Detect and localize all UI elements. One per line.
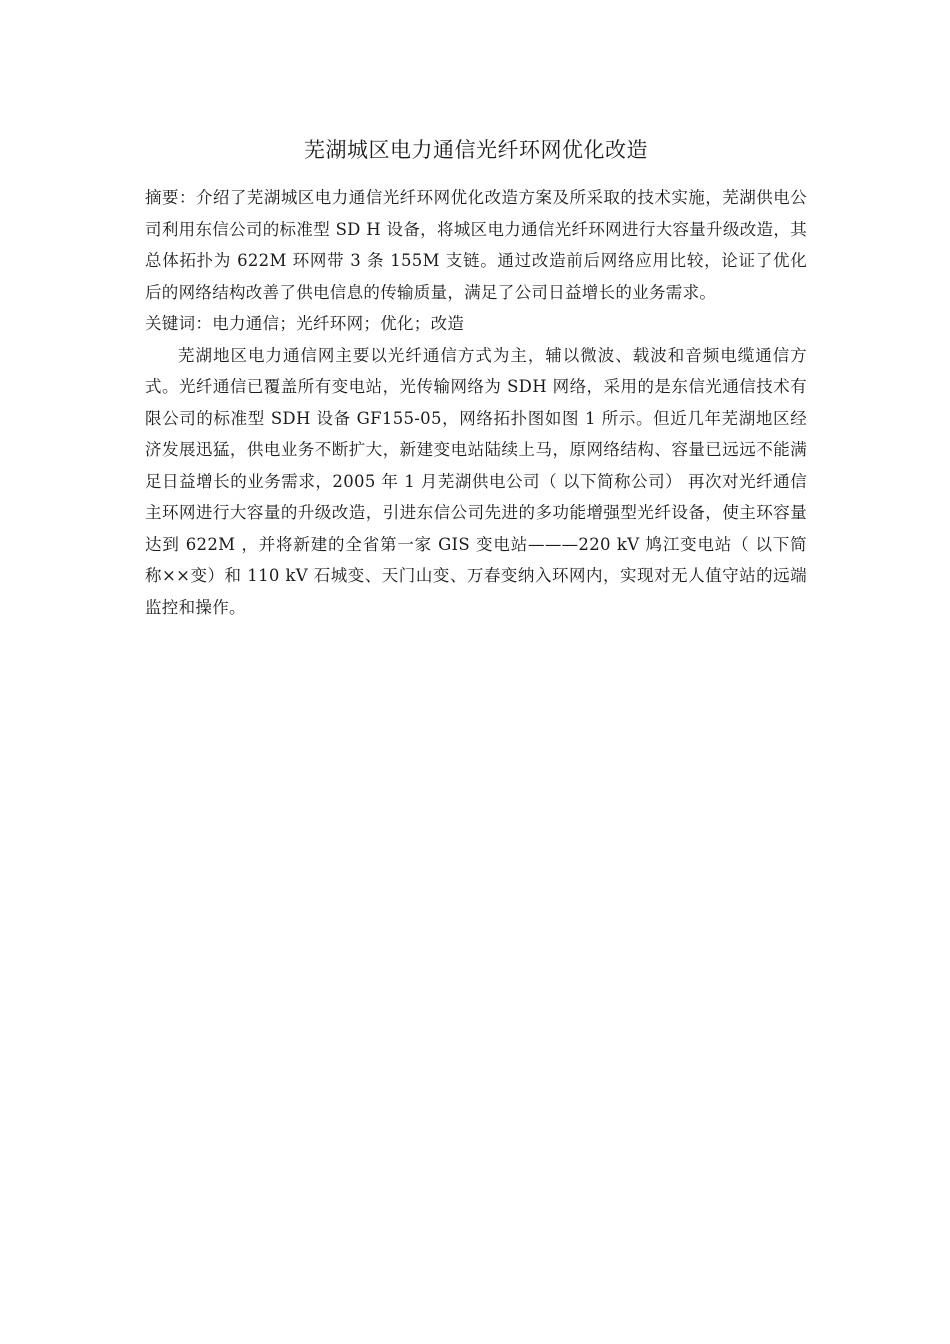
abstract-label: 摘要：: [145, 188, 196, 207]
abstract-text: 介绍了芜湖城区电力通信光纤环网优化改造方案及所采取的技术实施，芜湖供电公司利用东信公司的标准型 SD H 设备，将城区电力通信光纤环网进行大容量升级改造，其总体拓扑为 622M 环网带 3 条 155M 支链。通过改造前后网络应用比较，论证了优化后的网络结构改善了供电信息的传输质量，满足了公司日益增长的业务需求。: [145, 188, 807, 302]
document-content: [145, 134, 807, 623]
keywords-text: 电力通信；光纤环网；优化；改造: [212, 314, 465, 333]
body-paragraph: 芜湖地区电力通信网主要以光纤通信方式为主，辅以微波、载波和音频电缆通信方式。光纤通信已覆盖所有变电站，光传输网络为 SDH 网络，采用的是东信光通信技术有限公司的标准型 SDH 设备 GF155-05，网络拓扑图如图 1 所示。但近几年芜湖地区经济发展迅猛，供电业务不断扩大，新建变电站陆续上马，原网络结构、容量已远远不能满足日益增长的业务需求，2005 年 1 月芜湖供电公司（ 以下简称公司） 再次对光纤通信主环网进行大容量的升级改造，引进东信公司先进的多功能增强型光纤设备，使主环容量达到 622M ，并将新建的全省第一家 GIS 变电站———220 kV 鸠江变电站（ 以下简称××变）和 110 kV 石城变、天门山变、万春变纳入环网内，实现对无人值守站的远端监控和操作。: [145, 345, 807, 617]
keywords-paragraph: [145, 308, 807, 340]
keywords-label: 关键词：: [145, 314, 213, 333]
document-title: 芜湖城区电力通信光纤环网优化改造: [304, 138, 648, 162]
abstract-paragraph: [145, 182, 807, 308]
